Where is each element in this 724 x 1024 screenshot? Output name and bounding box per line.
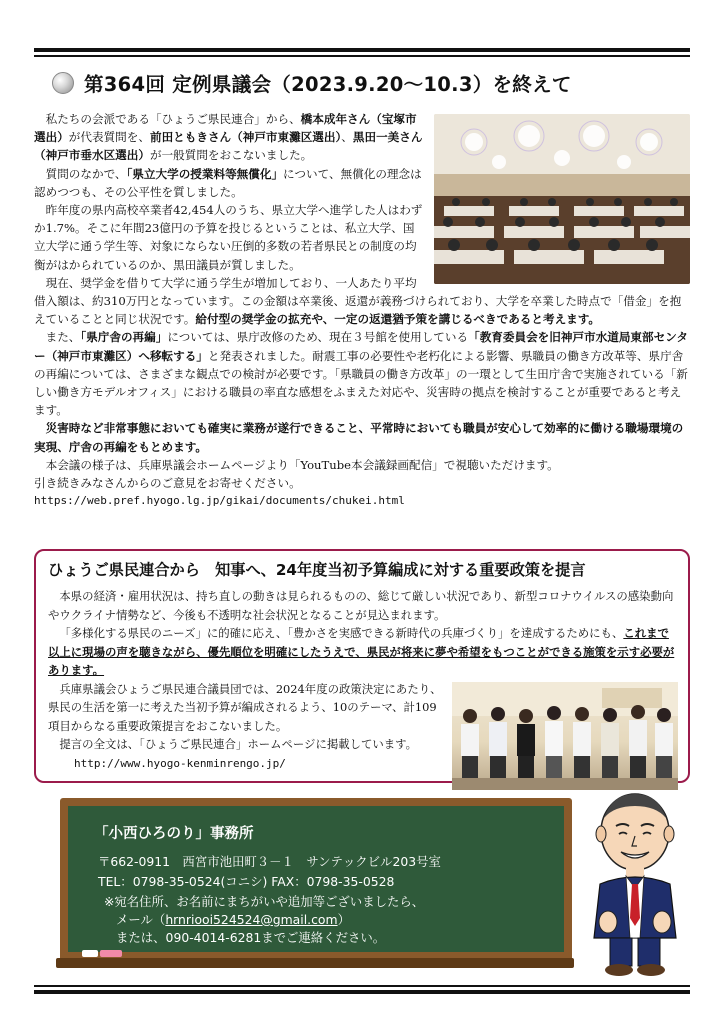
office-note: ※宛名住所、お名前にまちがいや追加等ございましたら、 <box>104 894 425 909</box>
policy-paragraph-4: 提言の全文は、「ひょうご県民連合」ホームページに掲載しています。http://www.hyogo-kenminrengo.jp/ <box>59 737 418 770</box>
top-rule <box>34 48 690 52</box>
delegation-photo <box>452 682 678 790</box>
policy-paragraph-1: 本県の経済・雇用状況は、持ち直しの動きは見られるものの、総じて厳しい状況であり、新型コロナウイルスの感染動向やウクライナ情勢など、今後も不透明な社会状況となることが見込まれます。 <box>48 589 674 622</box>
assembly-hall-illustration <box>434 114 690 284</box>
office-blackboard <box>60 798 572 964</box>
white-chalk-icon <box>82 950 98 957</box>
article-paragraph-5: また、「県庁舎の再編」については、県庁改修のため、現在３号館を使用している「教育委員会を旧神戸市水道局東部センター（神戸市東灘区）へ移転する」と発表されました。耐震工事の必要性や老朽化による影響、県職員の働き方改革等、県庁舎の再編については、さまざまな観点での検討が必要です。「県職員の働き方改革」の一環として生田庁舎で実施されている「新しい働き方モデルオフィス」における職員の率直な感想をふまえた対応や、災害時の拠点を検討することが重要であると考えます。 <box>34 330 688 418</box>
policy-body <box>48 587 678 792</box>
assembly-hall-photo <box>434 114 690 284</box>
article-paragraph-7: 本会議の様子は、兵庫県議会ホームページより「YouTube本会議録画配信」で視聴いただけます。 <box>45 457 559 472</box>
caricature-illustration <box>586 788 684 978</box>
office-mail-line: メール（hrnriooi524524@gmail.com） <box>116 912 350 927</box>
policy-paragraph-3: 兵庫県議会ひょうご県民連合議員団では、2024年度の政策決定にあたり、県民の生活を第一に考えた当初予算が編成されるよう、10のテーマ、計109項目からなる重要政策提言をおこないました。 <box>48 681 442 733</box>
bullet-circle-icon <box>52 72 74 94</box>
office-contact-note: または、090-4014-6281までご連絡ください。 <box>116 930 386 945</box>
top-rule-thin <box>34 55 690 57</box>
chalk-tray <box>56 958 574 968</box>
policy-title: ひょうご県民連合から 知事へ、24年度当初予算編成に対する重要政策を提言 <box>48 561 586 579</box>
article-paragraph-1: 私たちの会派である「ひょうご県民連合」から、橋本成年さん（宝塚市選出）が代表質問を、前田ともきさん（神戸市東灘区選出）、黒田一美さん（神戸市垂水区選出）が一般質問をおこないました。 <box>34 112 423 163</box>
article <box>34 110 690 510</box>
policy-paragraph-2: 「多様化する県民のニーズ」に的確に応え、「豊かさを実感できる新時代の兵庫づくり」を達成するためにも、これまで以上に現場の声を聴きながら、優先順位を明確にしたうえで、県民が将来に夢や希望をもつことができる施策を示す必要があります。 <box>48 626 675 677</box>
article-paragraph-3: 昨年度の県内高校卒業者42,454人のうち、県立大学へ進学した人はわずか1.7%。そこに年間23億円の予算を投じるということは、私立大学、国立大学に通う学生等、対象にならない圧倒的多数の若者県民との制度の均衡がはかられているのか、黒田議員が質しました。 <box>34 203 423 272</box>
person-caricature-icon <box>586 788 684 978</box>
bottom-rule <box>34 990 690 994</box>
office-email-link[interactable]: hrnriooi524524@gmail.com <box>165 912 338 927</box>
office-phone: TEL：0798-35-0524(コニシ) FAX：0798-35-0528 <box>98 874 395 889</box>
pink-chalk-icon <box>100 950 122 957</box>
policy-url-link[interactable]: http://www.hyogo-kenminrengo.jp/ <box>74 756 286 770</box>
article-paragraph-2: 質問のなかで、「県立大学の授業料等無償化」について、無償化の理念は認めつつも、その公平性を質しました。 <box>34 166 422 199</box>
article-url-link[interactable]: https://web.pref.hyogo.lg.jp/gikai/documents/chukei.html <box>34 494 405 508</box>
bottom-rule-thin <box>34 985 690 987</box>
article-paragraph-4: 現在、奨学金を借りて大学に通う学生が増加しており、一人あたり平均借入額は、約310万円となっています。この金額は卒業後、返還が義務づけられており、大学を卒業した時点で「借金」を抱えていることと同じ状況です。給付型の奨学金の拡充や、一定の返還猶予策を講じるべきであると考えます。 <box>34 275 682 327</box>
headline <box>52 66 692 100</box>
article-paragraph-8: 引き続きみなさんからのご意見をお寄せください。 <box>34 476 301 491</box>
office-address: 〒662-0911 西宮市池田町３－１ サンテックビル203号室 <box>98 854 441 869</box>
office-name: 「小西ひろのり」事務所 <box>94 826 254 842</box>
delegation-illustration <box>452 682 678 790</box>
headline-title: 第364回 定例県議会（2023.9.20〜10.3）を終えて <box>84 73 572 96</box>
blackboard-surface <box>68 806 564 952</box>
policy-box <box>34 549 690 783</box>
article-paragraph-6: 災害時など非常事態においても確実に業務が遂行できること、平常時においても職員が安心して効率的に働ける職場環境の実現、庁舎の再編をもとめます。 <box>34 421 684 454</box>
